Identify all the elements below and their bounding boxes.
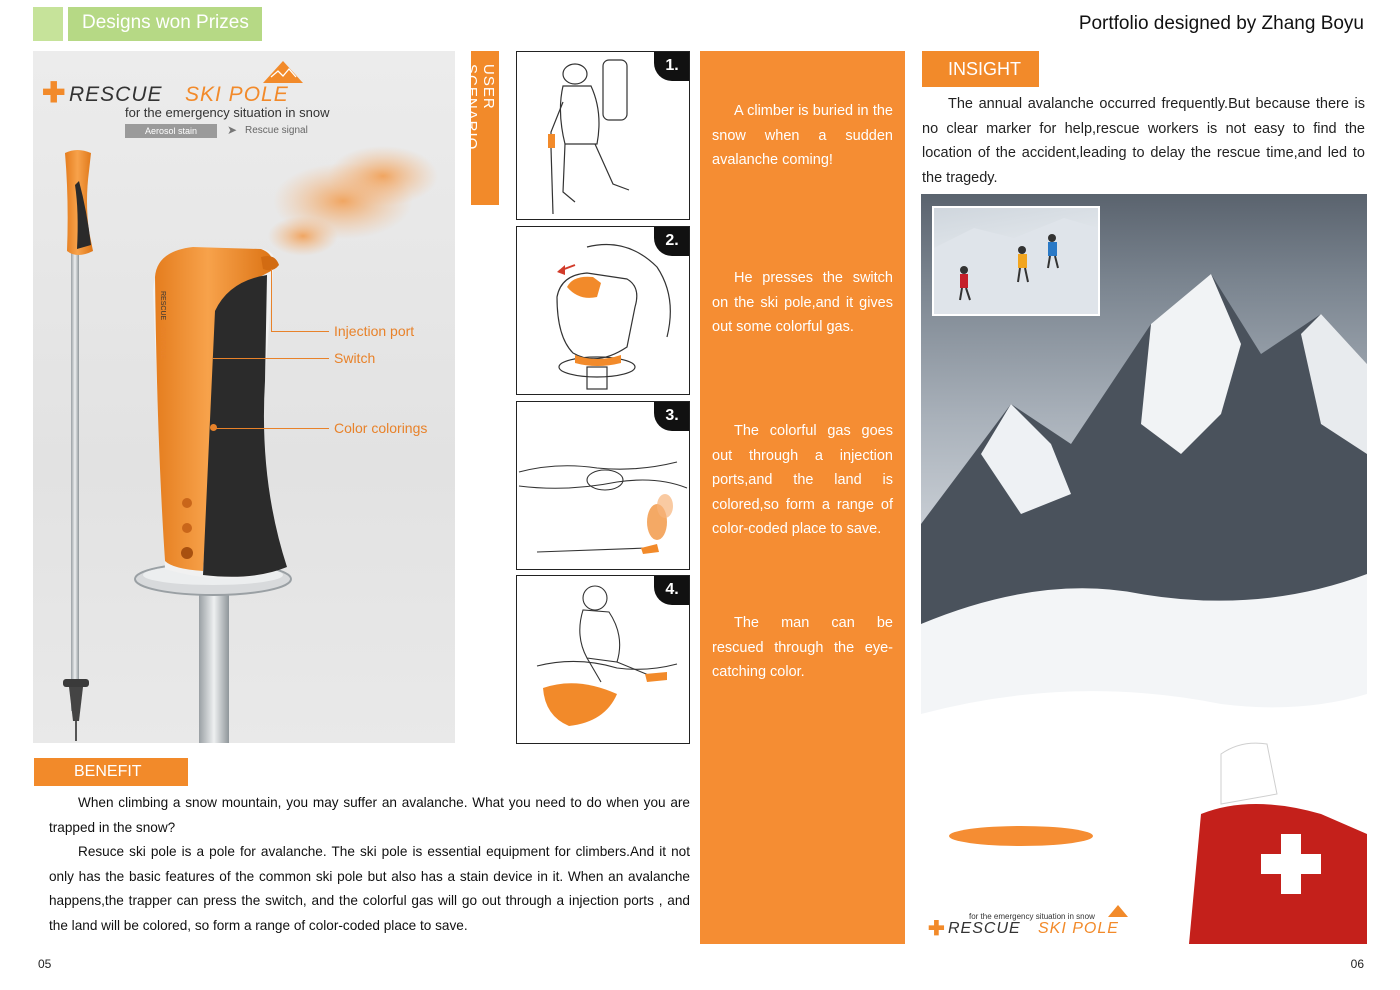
ski-pole-illustration xyxy=(33,141,455,743)
portfolio-credit: Portfolio designed by Zhang Boyu xyxy=(1078,13,1364,34)
benefit-text xyxy=(49,791,690,939)
step-1-number: 1. xyxy=(654,51,690,81)
arrow-right-icon: ➤ xyxy=(227,123,238,137)
hikers-scene xyxy=(934,208,1098,314)
step-2-frame xyxy=(516,226,690,395)
step-4-frame xyxy=(516,575,690,744)
photo-mountain-logo-icon xyxy=(1107,904,1129,918)
header-title: Designs won Prizes xyxy=(82,12,249,33)
step-2-description: He presses the switch on the ski pole,and it gives out some colorful gas. xyxy=(712,270,893,336)
mountain-logo-icon xyxy=(261,59,305,85)
step-3-number: 3. xyxy=(654,401,690,431)
callout-color-colorings: Color colorings xyxy=(334,420,428,436)
brand-rescue-text: RESCUE xyxy=(69,83,163,106)
photo-tagline: for the emergency situation in snow xyxy=(969,912,1095,921)
brand-ski-pole-text: SKI POLE xyxy=(185,83,289,106)
step-1-description: A climber is buried in the snow when a sudden avalanche coming! xyxy=(712,103,893,169)
product-tagline: for the emergency situation in snow xyxy=(125,105,330,120)
insight-text: The annual avalanche occurred frequently.But because there is no clear marker for help,rescue workers is not easy to find the location of the accident,leading to delay the rescue time,and led to the tragedy. xyxy=(922,96,1365,186)
benefit-paragraph-2: Resuce ski pole is a pole for avalanche. The ski pole is essential equipment for climbers.And it not only has the basic features of the common ski pole but also has a stain device in it. When an avalanche happens,the trapper can press the switch, and the colorful gas will go out through a injection ports , and the land will be colored, so form a range of color-coded place to save. xyxy=(49,844,690,933)
user-scenario-label: USER SCENARIO xyxy=(463,64,497,151)
insight-label: INSIGHT xyxy=(948,59,1022,79)
photo-brand-ski-pole: SKI POLE xyxy=(1038,920,1119,937)
product-render-panel xyxy=(33,51,455,743)
page-number-left: 05 xyxy=(38,957,52,971)
step-4-description: The man can be rescued through the eye-catching color. xyxy=(712,615,893,681)
callout-line-switch xyxy=(213,358,329,359)
step-2-number: 2. xyxy=(654,226,690,256)
handle-text-rescue: RESCUE xyxy=(159,291,166,321)
step-3-description: The colorful gas goes out through a injection ports,and the land is colored,so form a range of color-coded place to save. xyxy=(712,423,893,538)
callout-switch: Switch xyxy=(334,350,376,366)
step-3-frame xyxy=(516,401,690,570)
benefit-label: BENEFIT xyxy=(74,763,142,780)
step-1-frame xyxy=(516,51,690,220)
photo-brand-rescue: RESCUE xyxy=(948,920,1021,937)
aerosol-stain-label: Aerosol stain xyxy=(125,124,217,138)
rescue-signal-label: Rescue signal xyxy=(245,125,308,136)
callout-injection-port: Injection port xyxy=(334,323,415,339)
handle-text-ski-pole: SKI POLE xyxy=(159,327,166,359)
hikers-inset-photo xyxy=(932,206,1100,316)
callout-line-injection xyxy=(271,331,329,332)
header-square xyxy=(33,7,63,41)
rescue-cross-icon: ✚ xyxy=(42,77,66,108)
callout-line-injection-v xyxy=(271,269,272,331)
step-4-number: 4. xyxy=(654,575,690,605)
page-number-right: 06 xyxy=(1350,957,1364,971)
photo-rescue-cross-icon: ✚ xyxy=(928,918,945,940)
callout-line-color xyxy=(216,428,329,429)
avalanche-photo xyxy=(921,194,1367,944)
benefit-paragraph-1: When climbing a snow mountain, you may suffer an avalanche. What you need to do when you are trapped in the snow? xyxy=(49,795,690,835)
